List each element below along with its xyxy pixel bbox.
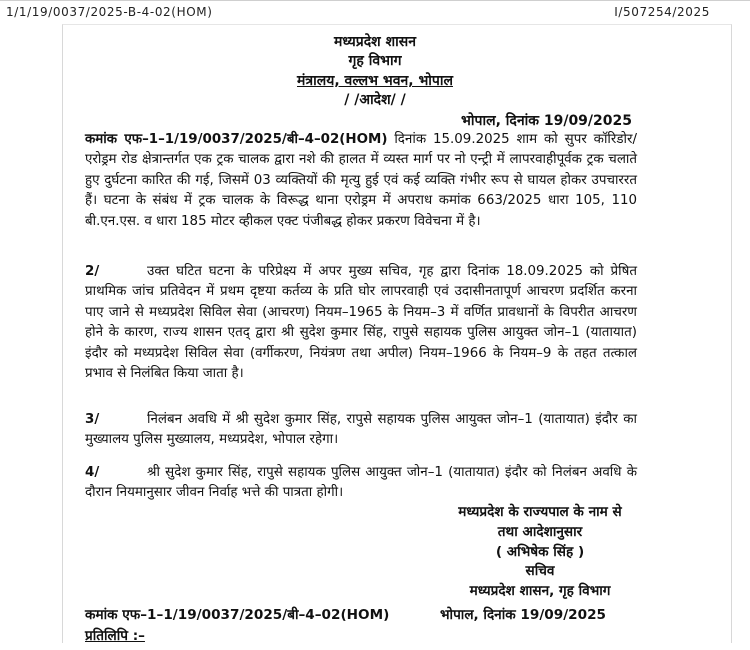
office-address-text: मंत्रालय, वल्लभ भवन, भोपाल [297,73,453,89]
signature-line-1: मध्यप्रदेश के राज्यपाल के नाम से [458,504,622,520]
footer-date: भोपाल, दिनांक 19/09/2025 [440,607,607,623]
top-border [0,0,750,1]
paragraph-1-text: दिनांक 15.09.2025 शाम को सुपर कॉरिडोर/एरोड्रम रोड क्षेत्रान्तर्गत एक ट्रक चालक द्वारा नशे की हालत में व्यस्त मार्ग पर नो एन्ट्री में लापरवाहीपूर्वक ट्रक चलाते हुए दुर्घटना कारित की गई, जिसमें 03 व्यक्तियों की मृत्यु हुई एवं कई व्यक्ति गंभीर रूप से घायल होकर उपचाररत हैं। घटना के संबंध में ट्रक चालक के विरूद्ध थाना एरोड्रम में अपराध कमांक 663/2025 धारा 105, 110 बी.एन.एस. व धारा 185 मोटर व्हीकल एक्ट पंजीबद्ध होकर प्रकरण विवेचना में है। [85,132,637,229]
paragraph-1 [85,130,637,232]
copy-to-label [85,625,145,644]
copy-to-text: प्रतिलिपि :– [85,628,145,644]
paragraph-2-text: उक्त घटित घटना के परिप्रेक्ष्य में अपर मुख्य सचिव, गृह द्वारा दिनांक 18.09.2025 को प्रेषित प्राथमिक जांच प्रतिवेदन में प्रथम दृष्टया कर्तव्य के प्रति घोर लापरवाही एवं उदासीनतापूर्ण आचरण प्रदर्शित करना पाए जाने से मध्यप्रदेश सिविल सेवा (आचरण) नियम–1965 के नियम–3 में वर्णित प्रावधानों के विपरीत आचरण होने के कारण, राज्य शासन एतद् द्वारा श्री सुदेश कुमार सिंह, रापुसे सहायक पुलिस आयुक्त जोन–1 (यातायात) इंदौर को मध्यप्रदेश सिविल सेवा (वर्गीकरण, नियंत्रण तथा अपील) नियम–1966 के नियम–9 के तहत तत्काल प्रभाव से निलंबित किया जाता है। [85,264,637,382]
footer-reference: कमांक एफ–1–1/19/0037/2025/बी–4–02(HOM) [85,607,390,623]
paragraph-3 [85,410,637,451]
signatory-designation: सचिव [525,563,555,580]
signatory-name: ( अभिषेक सिंह ) [495,543,585,560]
department-name: गृह विभाग [348,53,402,69]
paragraph-3-number: 3/ [85,412,100,427]
file-reference: 1/1/19/0037/2025-B-4-02(HOM) [6,5,213,19]
order-date: भोपाल, दिनांक 19/09/2025 [461,113,632,129]
order-reference: कमांक एफ–1–1/19/0037/2025/बी–4–02(HOM) [85,132,388,147]
paragraph-2-number: 2/ [85,264,100,279]
paragraph-4 [85,463,637,504]
paragraph-4-text: श्री सुदेश कुमार सिंह, रापुसे सहायक पुलिस आयुक्त जोन–1 (यातायात) इंदौर को निलंबन अवधि के दौरान नियमानुसार जीवन निर्वाह भत्ते की पात्रता होगी। [85,465,637,501]
signature-line-2: तथा आदेशानुसार [497,523,583,540]
signatory-department: मध्यप्रदेश शासन, गृह विभाग [469,583,611,600]
order-title: / /आदेश/ / [344,92,406,108]
govt-name: मध्यप्रदेश शासन [334,34,416,50]
paragraph-4-number: 4/ [85,465,100,480]
paragraph-3-text: निलंबन अवधि में श्री सुदेश कुमार सिंह, रापुसे सहायक पुलिस आयुक्त जोन–1 (यातायात) इंदौर का मुख्यालय पुलिस मुख्यालय, मध्यप्रदेश, भोपाल रहेगा। [85,412,637,448]
receipt-number: I/507254/2025 [614,5,710,19]
office-address [0,72,750,91]
paragraph-2 [85,262,637,384]
signature-block [420,503,660,602]
